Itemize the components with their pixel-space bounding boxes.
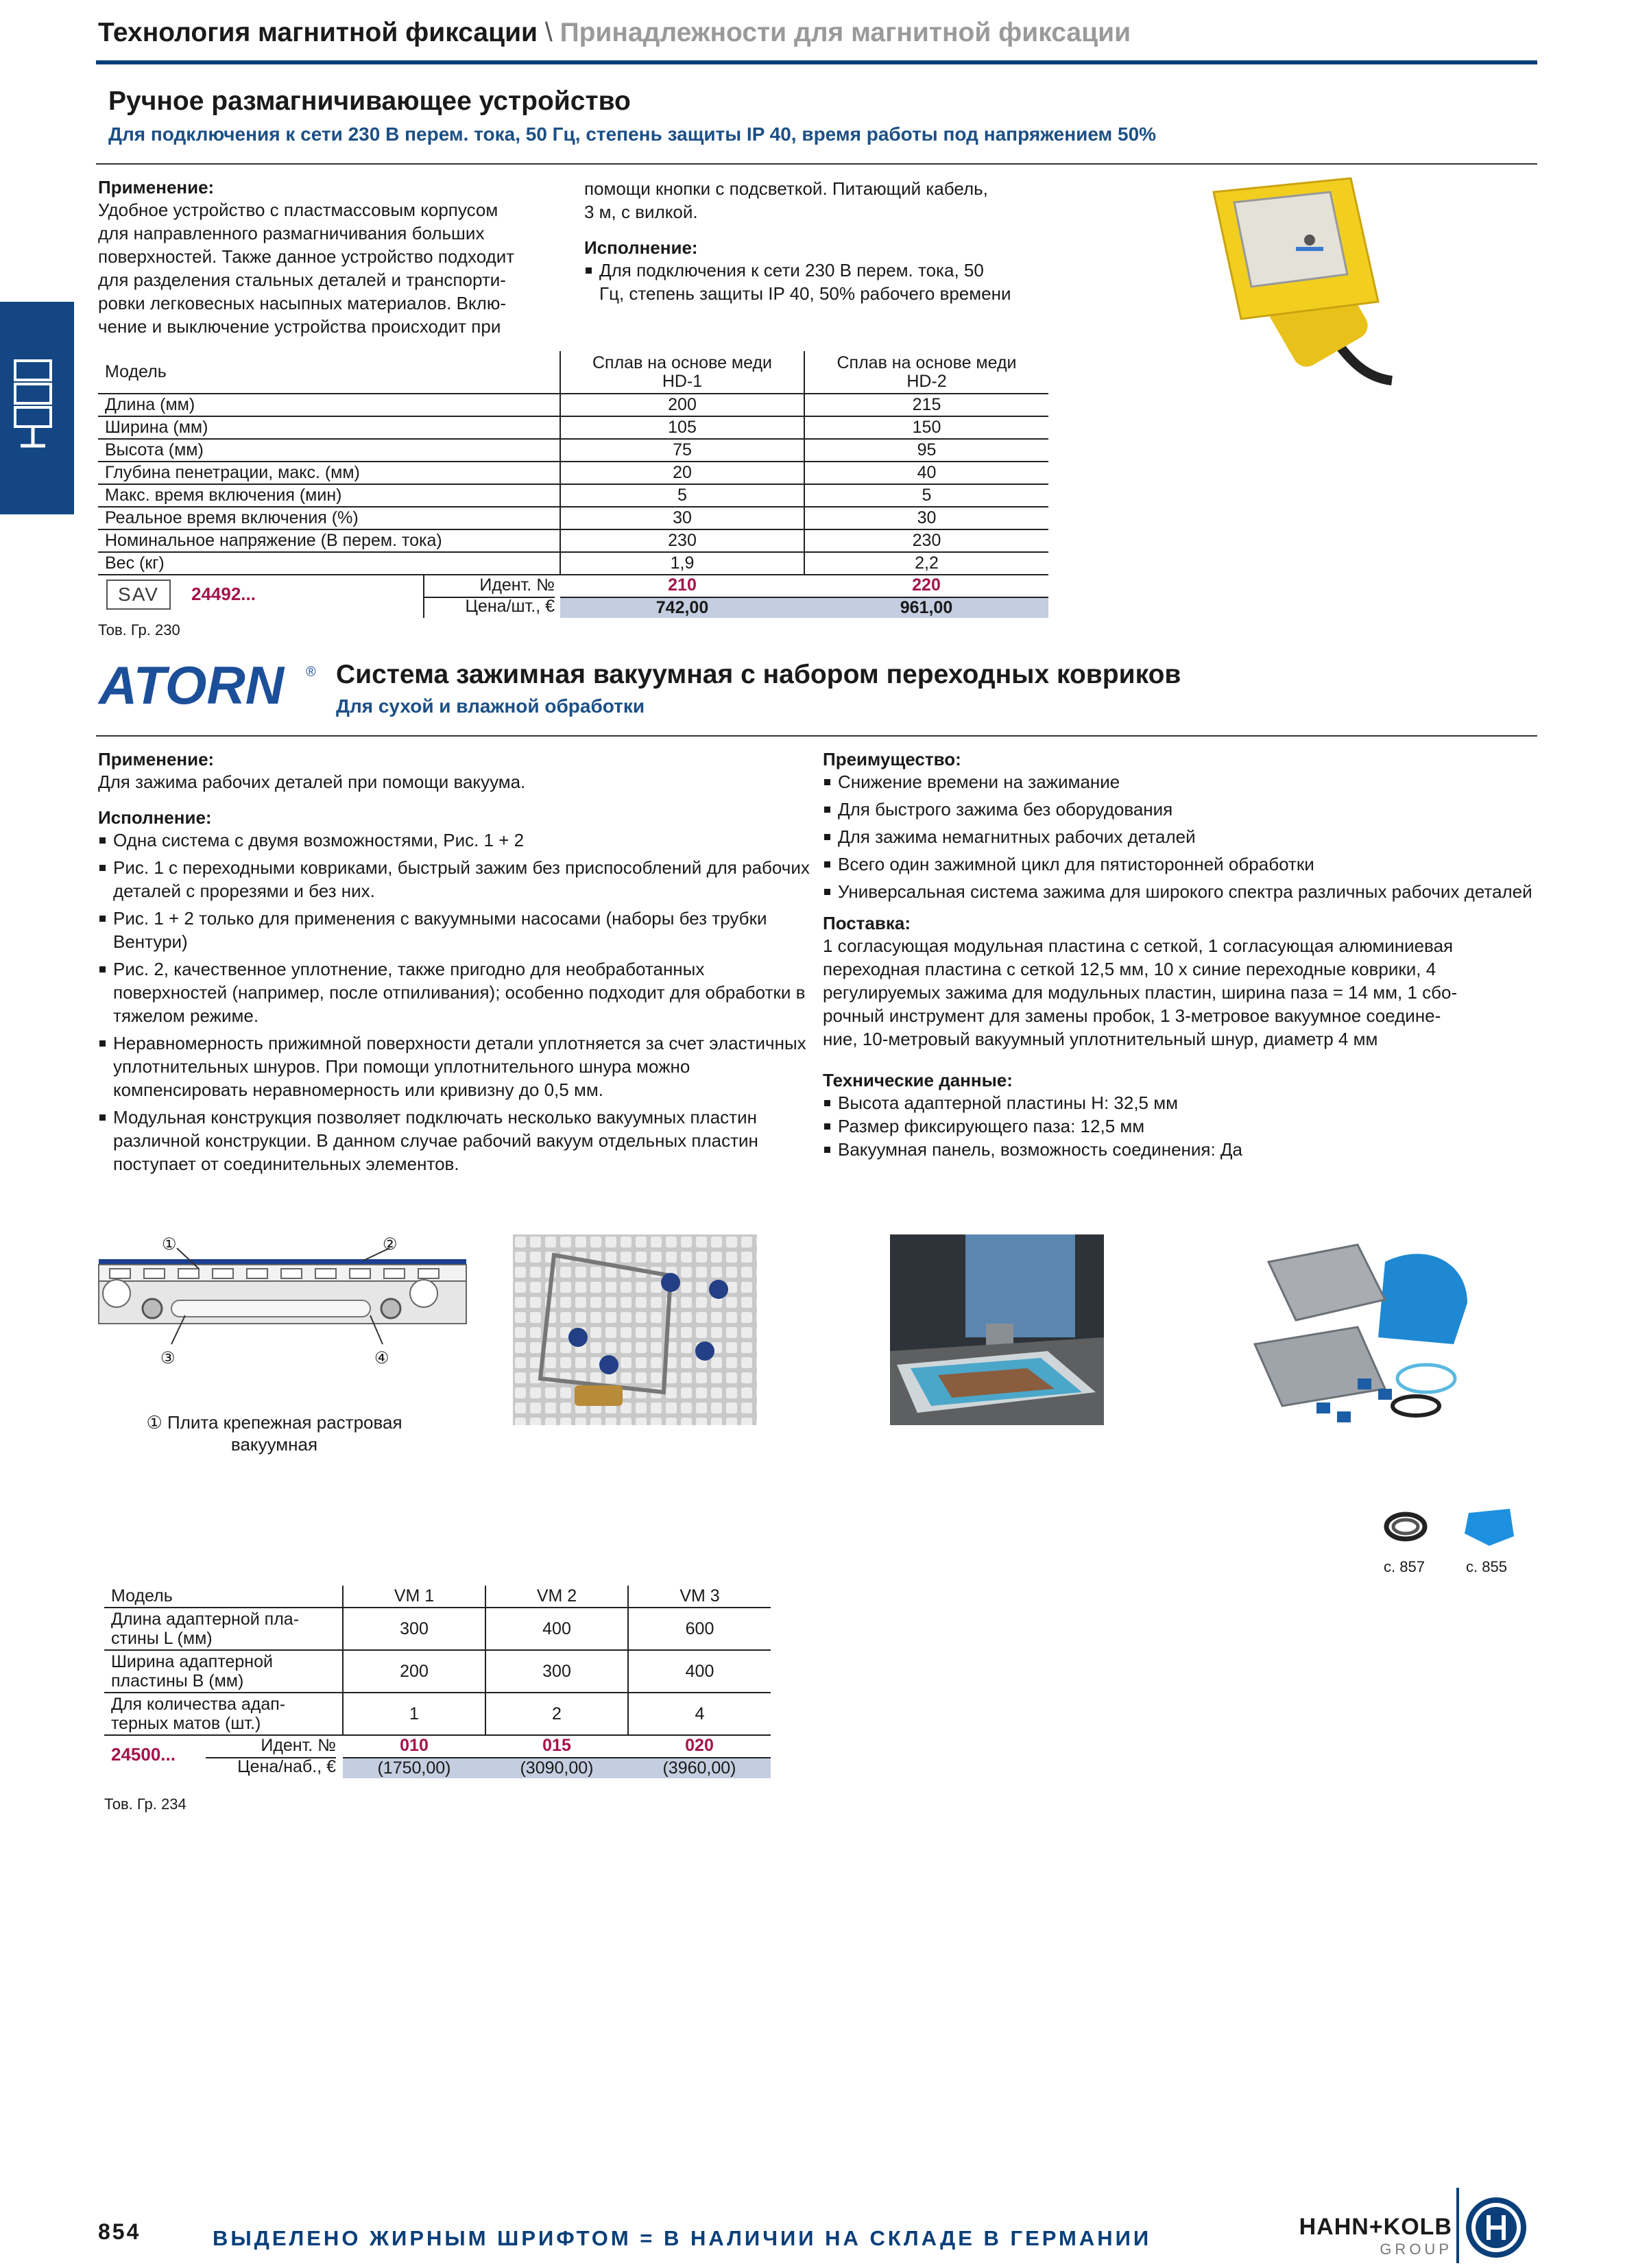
advantage-list [823, 770, 1536, 903]
list-item: Универсальная система зажима для широкого спектра различных рабочих деталей [823, 880, 1536, 903]
execution-item-cont: Гц, степень защиты IP 40, 50% рабочего времени [599, 283, 1011, 304]
table-row: Ширина (мм) 105 150 [98, 416, 1048, 439]
product1-order-block [98, 575, 1048, 618]
footer-note: ВЫДЕЛЕНО ЖИРНЫМ ШРИФТОМ = В НАЛИЧИИ НА СКЛАДЕ В ГЕРМАНИИ [213, 2226, 1152, 2250]
vacuum-plate-photo [513, 1234, 757, 1425]
atorn-logo-text: ATORN [99, 658, 285, 713]
product2-subtitle: Для сухой и влажной обработки [336, 695, 645, 717]
product2-left-column [98, 749, 811, 1180]
price-row [343, 1758, 771, 1778]
list-item: Неравномерность прижимной поверхности детали уплотняется за счет эластичных уплотнительных шнуров. При помощи уплотнительного шнура можно компенсировать неравномерность или кривизну до 0,5 мм. [98, 1031, 811, 1101]
application-line: 3 м, с вилкой. [584, 202, 698, 222]
table-row: Макс. время включения (мин) 5 5 [98, 484, 1048, 507]
table-row: Для количества адап- терных матов (шт.) 1 2 4 [104, 1693, 771, 1735]
product2-title: Система зажимная вакуумная с набором переходных ковриков [336, 660, 1181, 689]
application-line: поверхностей. Также данное устройство подходит [98, 246, 515, 267]
price-value: (3960,00) [662, 1758, 736, 1778]
list-item: Всего один зажимной цикл для пятисторонней обработки [823, 852, 1536, 876]
application-line: для разделения стальных деталей и транспорти- [98, 270, 506, 290]
application-line: ровки легковесных насыпных материалов. Вклю- [98, 293, 507, 313]
product1-application-cont [584, 177, 1064, 305]
side-tab [0, 302, 74, 514]
list-item: Одна система с двумя возможностями, Рис. 1 + 2 [98, 828, 811, 852]
svg-text:®: ® [306, 665, 316, 680]
application-label: Применение: [98, 749, 215, 769]
table-row: Ширина адаптерной пластины B (мм) 200 300 400 [104, 1650, 771, 1693]
page-ref[interactable]: с. 855 [1466, 1558, 1507, 1575]
ident-value: 015 [542, 1736, 571, 1755]
application-text: Для зажима рабочих деталей при помощи вакуума. [98, 772, 526, 792]
execution-item: Для подключения к сети 230 В перем. тока, 50 [584, 259, 1064, 282]
product1-subtitle: Для подключения к сети 230 В перем. тока, 50 Гц, степень защиты IP 40, время работы под напряжением 50% [108, 123, 1157, 145]
ident-value: 020 [685, 1736, 714, 1755]
price-value: 742,00 [655, 598, 709, 617]
product1-spec-table [98, 351, 1048, 618]
diagram-marker-3: ③ [160, 1349, 176, 1368]
kit-components-photo [1248, 1234, 1467, 1427]
execution-label: Исполнение: [584, 237, 698, 258]
tech-list [823, 1091, 1536, 1161]
diagram-marker-2: ② [383, 1235, 398, 1254]
product2-group: Тов. Гр. 234 [104, 1795, 187, 1813]
bullet-icon [586, 267, 592, 274]
execution-list [98, 828, 811, 1175]
mat-thumbnail-icon [1462, 1506, 1517, 1547]
product2-rule [96, 735, 1537, 737]
list-item: Модульная конструкция позволяет подключать несколько вакуумных пластин различной конструкции. В данном случае рабочий вакуум отдельных пластин поступает от соединительных элементов. [98, 1106, 811, 1175]
table-row: Высота (мм) 75 95 [98, 439, 1048, 462]
delivery-line: рочный инструмент для замены пробок, 1 3-метровое вакуумное соедине- [823, 1005, 1441, 1026]
execution-label: Исполнение: [98, 807, 212, 828]
article-number: 24500... [111, 1744, 176, 1765]
atorn-logo [96, 658, 322, 713]
table-row: Номинальное напряжение (В перем. тока) 230 230 [98, 529, 1048, 552]
demagnetizer-photo [1193, 171, 1412, 391]
article-number: 24492... [191, 584, 256, 604]
price-value: (3090,00) [520, 1758, 594, 1778]
ident-value: 010 [400, 1736, 429, 1755]
page-ref[interactable]: с. 857 [1384, 1558, 1425, 1575]
header-rule [96, 60, 1537, 64]
table-header-col: Сплав на основе меди HD-2 [804, 351, 1048, 394]
list-item: Снижение времени на зажимание [823, 770, 1536, 793]
table-row: Глубина пенетрации, макс. (мм) 20 40 [98, 462, 1048, 484]
diagram-marker-4: ④ [374, 1349, 389, 1368]
price-value: (1750,00) [377, 1758, 451, 1778]
list-item: Для быстрого зажима без оборудования [823, 798, 1536, 821]
ident-value: 220 [912, 575, 941, 595]
vacuum-plate-diagram [96, 1234, 473, 1372]
ident-label: Идент. № [424, 575, 555, 598]
list-item: Размер фиксирующего паза: 12,5 мм [823, 1114, 1536, 1138]
delivery-line: ние, 10-метровый вакуумный уплотнительный шнур, диаметр 4 мм [823, 1029, 1378, 1049]
product2-order-block [104, 1736, 771, 1778]
application-line: для направленного размагничивания больших [98, 223, 485, 243]
delivery-line: регулируемых зажима для модульных пластин, ширина паза = 14 мм, 1 сбо- [823, 982, 1458, 1003]
product1-rule [96, 163, 1537, 165]
diagram-caption: ① Плита крепежная растровая вакуумная [146, 1412, 402, 1455]
table-header-model: Модель [104, 1586, 343, 1608]
product1-application [98, 177, 564, 338]
advantage-label: Преимущество: [823, 749, 961, 769]
tech-label: Технические данные: [823, 1070, 1013, 1090]
price-label: Цена/шт., € [465, 597, 555, 616]
hahn-kolb-emblem-icon [1456, 2188, 1532, 2263]
list-item: Высота адаптерной пластины H: 32,5 мм [823, 1091, 1536, 1114]
diagram-marker-1: ① [162, 1235, 177, 1254]
ident-value: 210 [668, 575, 697, 595]
table-header-col: VM 2 [485, 1586, 628, 1608]
application-label: Применение: [98, 177, 215, 198]
ident-label: Идент. № [206, 1736, 336, 1758]
product1-title: Ручное размагничивающее устройство [108, 86, 631, 116]
delivery-line: переходная пластина с сеткой 12,5 мм, 10 х синие переходные коврики, 4 [823, 959, 1436, 979]
table-header-col: Сплав на основе меди HD-1 [560, 351, 804, 394]
application-line: помощи кнопки с подсветкой. Питающий кабель, [584, 178, 988, 199]
table-header-col: VM 1 [343, 1586, 485, 1608]
application-line: чение и выключение устройства происходит при [98, 316, 501, 337]
page-header [98, 18, 1131, 48]
price-row [560, 598, 1048, 618]
magnet-clamp-icon [0, 302, 74, 514]
machining-photo [890, 1234, 1104, 1425]
table-header-model: Модель [98, 351, 560, 394]
price-label: Цена/наб., € [237, 1757, 336, 1776]
header-section: Технология магнитной фиксации [98, 18, 538, 47]
list-item: Рис. 2, качественное уплотнение, также пригодно для необработанных поверхностей (например, после отпиливания); особенно подходит для обработки в тяжелом режиме. [98, 957, 811, 1027]
table-row: Длина (мм) 200 215 [98, 394, 1048, 416]
ident-row [343, 1736, 771, 1758]
cord-thumbnail-icon [1381, 1506, 1430, 1547]
product2-right-column [823, 749, 1536, 1161]
ident-row [560, 575, 1048, 598]
application-line: Удобное устройство с пластмассовым корпусом [98, 200, 498, 220]
list-item: Рис. 1 с переходными ковриками, быстрый зажим без приспособлений для рабочих деталей с прорезями и без них. [98, 856, 811, 903]
table-row: Реальное время включения (%) 30 30 [98, 507, 1048, 529]
price-value: 961,00 [900, 598, 953, 617]
table-header-col: VM 3 [628, 1586, 771, 1608]
table-row: Длина адаптерной пла- стины L (мм) 300 400 600 [104, 1608, 771, 1650]
product2-spec-table [104, 1586, 771, 1778]
product1-group: Тов. Гр. 230 [98, 621, 180, 638]
list-item: Рис. 1 + 2 только для применения с вакуумными насосами (наборы без трубки Вентури) [98, 907, 811, 953]
delivery-line: 1 согласующая модульная пластина с сеткой, 1 согласующая алюминиевая [823, 935, 1454, 956]
list-item: Вакуумная панель, возможность соединения: Да [823, 1138, 1536, 1161]
hahn-kolb-logo-text: HAHN+KOLB GROUP [1299, 2214, 1452, 2258]
header-separator: \ [544, 18, 553, 47]
table-row: Вес (кг) 1,9 2,2 [98, 552, 1048, 575]
header-subsection: Принадлежности для магнитной фиксации [560, 18, 1131, 47]
delivery-label: Поставка: [823, 913, 911, 933]
list-item: Для зажима немагнитных рабочих деталей [823, 825, 1536, 848]
sav-brand-logo: SAV [106, 580, 171, 610]
page-number: 854 [98, 2219, 141, 2244]
